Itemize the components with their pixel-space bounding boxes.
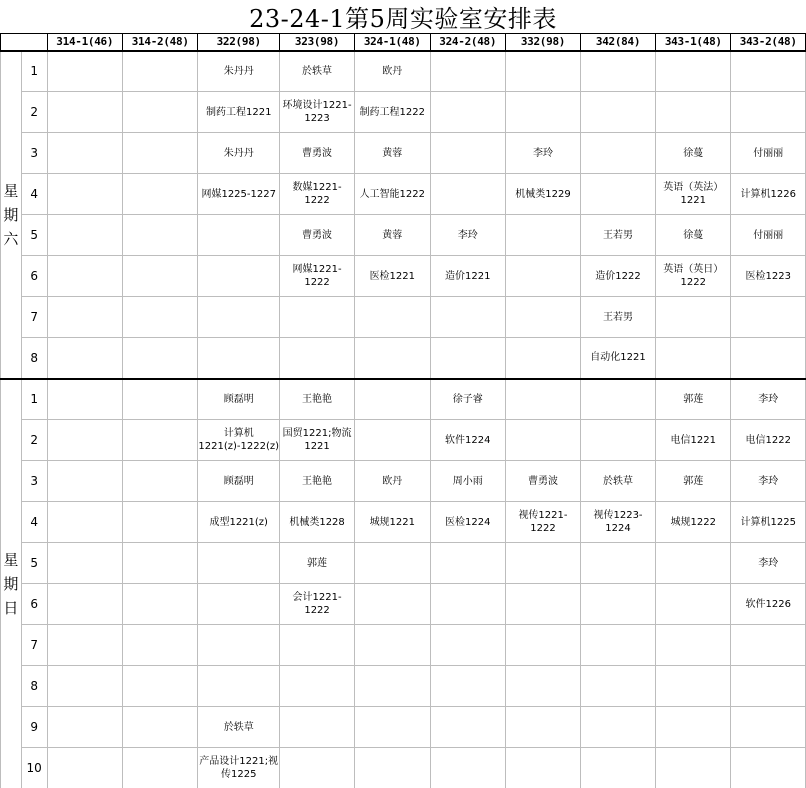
column-header-room: 324-1(48) [355,34,430,51]
schedule-cell [198,297,280,338]
schedule-cell [581,584,656,625]
schedule-cell [280,666,355,707]
day-label-char: 期 [3,205,19,224]
schedule-cell [430,748,505,788]
schedule-cell [122,543,197,584]
period-number: 5 [21,215,47,256]
period-number: 3 [21,133,47,174]
schedule-cell [656,543,731,584]
schedule-row [1,625,806,666]
schedule-cell: 李玲 [731,461,806,502]
schedule-cell [505,543,580,584]
schedule-cell [47,748,122,788]
schedule-cell [47,338,122,379]
schedule-cell [505,666,580,707]
schedule-cell [198,666,280,707]
schedule-cell: 欧丹 [355,51,430,92]
schedule-cell: 曹勇波 [505,461,580,502]
schedule-cell: 城规1222 [656,502,731,543]
period-number: 7 [21,297,47,338]
schedule-cell [122,420,197,461]
schedule-cell [731,707,806,748]
schedule-cell [505,748,580,788]
schedule-cell: 郭莲 [656,461,731,502]
schedule-cell [430,625,505,666]
schedule-cell [656,707,731,748]
schedule-cell: 李玲 [505,133,580,174]
schedule-cell: 计算机1225 [731,502,806,543]
schedule-row [1,92,806,133]
schedule-cell: 朱丹丹 [198,133,280,174]
period-number: 1 [21,379,47,420]
schedule-cell [581,666,656,707]
schedule-cell: 造价1221 [430,256,505,297]
schedule-cell [355,420,430,461]
schedule-cell [47,174,122,215]
schedule-cell [122,584,197,625]
schedule-cell [430,133,505,174]
schedule-row [1,338,806,379]
period-number: 8 [21,666,47,707]
schedule-cell [355,666,430,707]
schedule-cell: 王若男 [581,215,656,256]
schedule-cell [430,51,505,92]
schedule-cell [430,666,505,707]
schedule-cell [355,748,430,788]
schedule-cell [122,379,197,420]
schedule-cell [355,584,430,625]
schedule-cell [656,666,731,707]
schedule-cell [581,625,656,666]
schedule-cell [122,461,197,502]
schedule-cell: 英语（英法）1221 [656,174,731,215]
period-number: 4 [21,502,47,543]
schedule-cell [430,174,505,215]
schedule-cell [581,379,656,420]
schedule-cell [47,666,122,707]
schedule-cell [505,420,580,461]
schedule-cell [430,584,505,625]
schedule-cell [280,625,355,666]
schedule-cell: 软件1224 [430,420,505,461]
column-header-room: 342(84) [581,34,656,51]
day-label-char: 期 [3,574,19,593]
schedule-cell: 数媒1221-1222 [280,174,355,215]
schedule-cell [581,133,656,174]
schedule-cell: 造价1222 [581,256,656,297]
schedule-cell [122,748,197,788]
schedule-cell [47,379,122,420]
schedule-cell: 王艳艳 [280,379,355,420]
schedule-cell [656,338,731,379]
schedule-cell: 郭莲 [280,543,355,584]
schedule-cell: 产品设计1221;视传1225 [198,748,280,788]
schedule-cell [280,297,355,338]
schedule-row [1,133,806,174]
schedule-cell [355,379,430,420]
schedule-cell [505,256,580,297]
schedule-cell [122,174,197,215]
schedule-cell: 黄蓉 [355,215,430,256]
schedule-cell [355,338,430,379]
schedule-cell [47,215,122,256]
schedule-row [1,420,806,461]
schedule-cell [198,543,280,584]
schedule-cell: 医检1221 [355,256,430,297]
schedule-cell: 医检1224 [430,502,505,543]
schedule-cell: 计算机1221(z)-1222(z) [198,420,280,461]
schedule-cell [122,625,197,666]
schedule-cell [198,584,280,625]
schedule-cell: 国贸1221;物流1221 [280,420,355,461]
schedule-cell: 机械类1228 [280,502,355,543]
day-label-char: 日 [3,598,19,617]
day-label [1,51,22,379]
schedule-cell: 顾磊明 [198,461,280,502]
schedule-cell [430,92,505,133]
schedule-cell [355,707,430,748]
schedule-cell [47,461,122,502]
schedule-cell [581,51,656,92]
schedule-row [1,379,806,420]
schedule-cell [731,625,806,666]
schedule-cell: 人工智能1222 [355,174,430,215]
schedule-cell [47,51,122,92]
schedule-cell: 於轶草 [198,707,280,748]
schedule-cell [47,625,122,666]
period-number: 2 [21,92,47,133]
column-header-room: 332(98) [505,34,580,51]
schedule-cell: 视传1221-1222 [505,502,580,543]
schedule-row [1,584,806,625]
schedule-cell [198,338,280,379]
schedule-cell [280,707,355,748]
schedule-cell [355,543,430,584]
period-number: 6 [21,584,47,625]
column-header-room: 314-1(46) [47,34,122,51]
schedule-cell [505,92,580,133]
schedule-cell [430,543,505,584]
schedule-cell: 成型1221(z) [198,502,280,543]
page-title: 23-24-1第5周实验室安排表 [249,5,557,33]
schedule-cell [122,92,197,133]
schedule-cell: 会计1221-1222 [280,584,355,625]
schedule-cell [122,133,197,174]
schedule-cell [430,707,505,748]
schedule-cell: 付丽丽 [731,215,806,256]
schedule-row [1,215,806,256]
schedule-cell [280,748,355,788]
schedule-cell: 电信1222 [731,420,806,461]
period-number: 2 [21,420,47,461]
schedule-cell [122,338,197,379]
column-header-row [1,34,806,51]
schedule-cell: 徐蔓 [656,133,731,174]
schedule-row [1,543,806,584]
schedule-cell: 李玲 [731,543,806,584]
schedule-row [1,297,806,338]
period-number: 3 [21,461,47,502]
schedule-cell: 顾磊明 [198,379,280,420]
schedule-cell [505,584,580,625]
schedule-cell [47,92,122,133]
schedule-cell [656,51,731,92]
schedule-cell: 自动化1221 [581,338,656,379]
schedule-cell: 王艳艳 [280,461,355,502]
schedule-cell [731,338,806,379]
schedule-cell: 曹勇波 [280,215,355,256]
schedule-cell [505,707,580,748]
day-label-char: 星 [3,181,19,200]
schedule-cell: 城规1221 [355,502,430,543]
schedule-cell: 视传1223-1224 [581,502,656,543]
schedule-cell: 网媒1221-1222 [280,256,355,297]
schedule-cell: 王若男 [581,297,656,338]
schedule-cell [505,297,580,338]
schedule-cell [581,174,656,215]
schedule-cell [122,51,197,92]
schedule-cell [731,92,806,133]
schedule-cell [47,297,122,338]
schedule-cell [47,420,122,461]
schedule-cell: 制药工程1221 [198,92,280,133]
header-corner [1,34,48,51]
schedule-cell: 黄蓉 [355,133,430,174]
period-number: 8 [21,338,47,379]
schedule-cell: 於轶草 [581,461,656,502]
schedule-cell [122,256,197,297]
schedule-cell: 环境设计1221-1223 [280,92,355,133]
period-number: 6 [21,256,47,297]
schedule-cell [122,297,197,338]
schedule-cell: 徐蔓 [656,215,731,256]
schedule-cell: 医检1223 [731,256,806,297]
column-header-room: 324-2(48) [430,34,505,51]
schedule-cell [505,51,580,92]
schedule-cell [122,666,197,707]
schedule-cell: 制药工程1222 [355,92,430,133]
schedule-cell [731,748,806,788]
column-header-room: 322(98) [198,34,280,51]
schedule-cell [47,584,122,625]
schedule-cell [47,707,122,748]
schedule-row [1,51,806,92]
period-number: 5 [21,543,47,584]
schedule-cell [280,338,355,379]
schedule-cell: 郭莲 [656,379,731,420]
schedule-cell: 机械类1229 [505,174,580,215]
schedule-cell [198,215,280,256]
schedule-cell [656,584,731,625]
schedule-cell: 电信1221 [656,420,731,461]
schedule-cell: 周小雨 [430,461,505,502]
schedule-cell [581,543,656,584]
schedule-cell [355,297,430,338]
schedule-cell [355,625,430,666]
schedule-row [1,461,806,502]
schedule-cell: 英语（英日）1222 [656,256,731,297]
schedule-cell [581,92,656,133]
schedule-cell: 付丽丽 [731,133,806,174]
column-header-room: 343-2(48) [731,34,806,51]
schedule-cell: 欧丹 [355,461,430,502]
day-label [1,379,22,788]
schedule-cell [505,379,580,420]
schedule-cell [47,133,122,174]
schedule-cell [122,502,197,543]
schedule-cell [656,748,731,788]
period-number: 4 [21,174,47,215]
period-number: 10 [21,748,47,788]
schedule-cell [656,625,731,666]
schedule-cell [656,92,731,133]
schedule-cell [505,215,580,256]
schedule-cell: 於轶草 [280,51,355,92]
schedule-row [1,748,806,788]
schedule-cell [122,215,197,256]
schedule-cell: 朱丹丹 [198,51,280,92]
schedule-cell [731,297,806,338]
period-number: 1 [21,51,47,92]
schedule-table [0,33,806,788]
schedule-cell [656,297,731,338]
schedule-cell [430,297,505,338]
column-header-room: 314-2(48) [122,34,197,51]
column-header-room: 343-1(48) [656,34,731,51]
schedule-cell [47,502,122,543]
schedule-row [1,707,806,748]
schedule-cell [198,625,280,666]
schedule-cell [581,420,656,461]
period-number: 9 [21,707,47,748]
schedule-cell: 李玲 [731,379,806,420]
schedule-cell: 徐子睿 [430,379,505,420]
schedule-cell [198,256,280,297]
schedule-cell: 李玲 [430,215,505,256]
schedule-cell: 计算机1226 [731,174,806,215]
schedule-row [1,174,806,215]
schedule-cell [505,338,580,379]
schedule-cell [47,543,122,584]
schedule-row [1,256,806,297]
schedule-cell [581,707,656,748]
schedule-cell [430,338,505,379]
schedule-cell [505,625,580,666]
period-number: 7 [21,625,47,666]
schedule-cell [731,51,806,92]
schedule-cell [581,748,656,788]
schedule-cell: 软件1226 [731,584,806,625]
schedule-cell [47,256,122,297]
day-label-char: 六 [3,229,19,248]
column-header-room: 323(98) [280,34,355,51]
schedule-cell: 网媒1225-1227 [198,174,280,215]
schedule-cell: 曹勇波 [280,133,355,174]
schedule-row [1,666,806,707]
day-label-char: 星 [3,550,19,569]
schedule-cell [731,666,806,707]
schedule-row [1,502,806,543]
schedule-cell [122,707,197,748]
